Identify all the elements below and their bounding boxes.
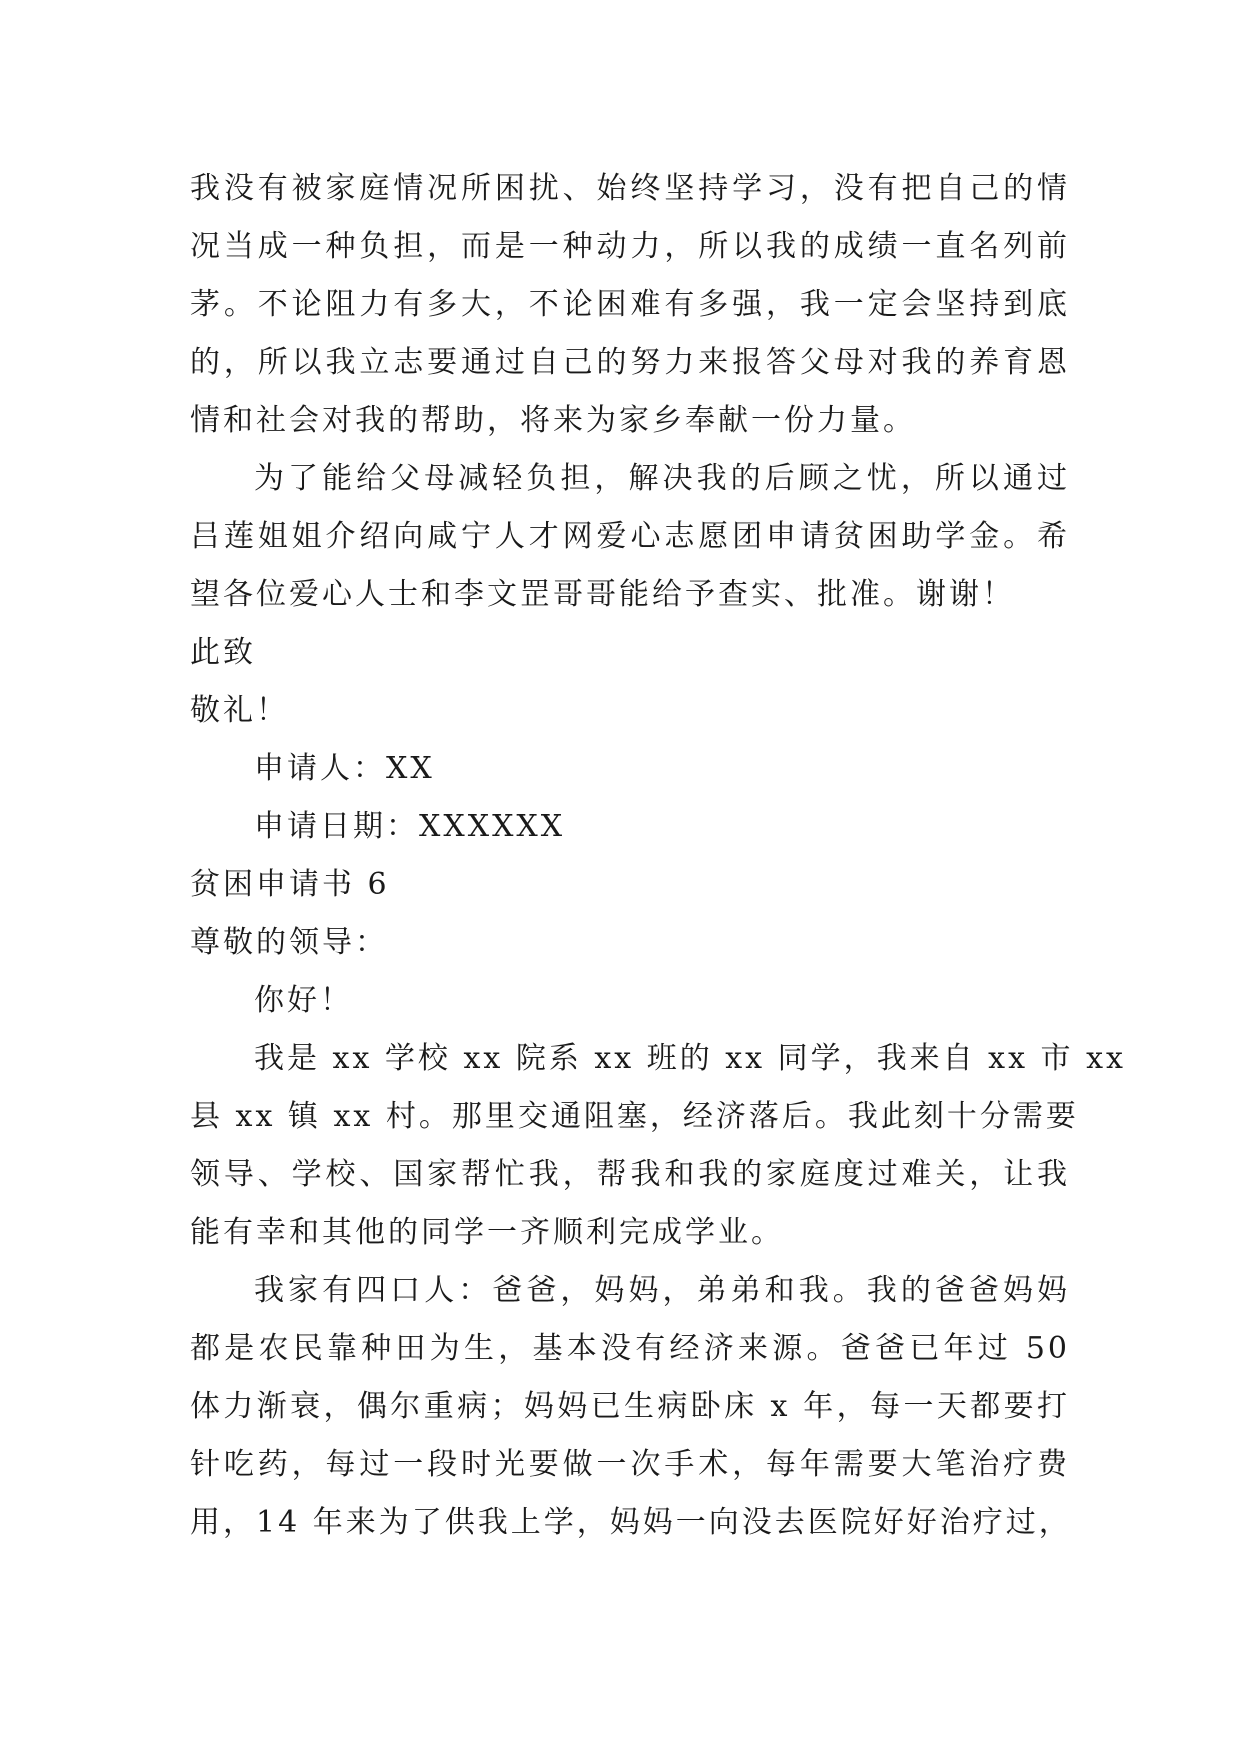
text-line: 我家有四口人：爸爸，妈妈，弟弟和我。我的爸爸妈妈 (254, 1273, 1070, 1308)
text-line: 县 xx 镇 xx 村。那里交通阻塞，经济落后。我此刻十分需要 (190, 1099, 1079, 1134)
text-line: 我是 xx 学校 xx 院系 xx 班的 xx 同学，我来自 xx 市 xx (254, 1041, 1126, 1076)
text-line: 领导、学校、国家帮忙我，帮我和我的家庭度过难关，让我 (190, 1157, 1070, 1192)
text-line: 为了能给父母减轻负担，解决我的后顾之忧，所以通过 (254, 461, 1070, 496)
text-line: 况当成一种负担，而是一种动力，所以我的成绩一直名列前 (190, 229, 1070, 264)
text-line: 吕莲姐姐介绍向咸宁人才网爱心志愿团申请贫困助学金。希 (190, 519, 1070, 554)
text-line: 针吃药，每过一段时光要做一次手术，每年需要大笔治疗费 (190, 1447, 1070, 1482)
text-line: 此致 (190, 635, 256, 670)
text-line: 望各位爱心人士和李文罡哥哥能给予查实、批准。谢谢！ (190, 577, 1015, 612)
text-line: 我没有被家庭情况所困扰、始终坚持学习，没有把自己的情 (190, 171, 1070, 206)
text-line: 敬礼！ (190, 693, 289, 728)
text-line: 都是农民靠种田为生，基本没有经济来源。爸爸已年过 50 (190, 1331, 1070, 1366)
text-line: 尊敬的领导： (190, 925, 388, 960)
text-line: 用，14 年来为了供我上学，妈妈一向没去医院好好治疗过， (190, 1505, 1072, 1540)
text-line: 申请人：XX (254, 751, 435, 786)
text-line: 情和社会对我的帮助，将来为家乡奉献一份力量。 (190, 403, 916, 438)
text-line: 你好！ (254, 983, 353, 1018)
document-body (190, 160, 1126, 1552)
text-line: 茅。不论阻力有多大，不论困难有多强，我一定会坚持到底 (190, 287, 1070, 322)
text-line: 贫困申请书 6 (190, 867, 390, 902)
text-line: 申请日期：XXXXXX (254, 809, 566, 844)
text-line: 的，所以我立志要通过自己的努力来报答父母对我的养育恩 (190, 345, 1070, 380)
text-line: 体力渐衰，偶尔重病；妈妈已生病卧床 x 年，每一天都要打 (190, 1389, 1070, 1424)
text-line: 能有幸和其他的同学一齐顺利完成学业。 (190, 1215, 784, 1250)
document-page (190, 160, 1126, 1552)
